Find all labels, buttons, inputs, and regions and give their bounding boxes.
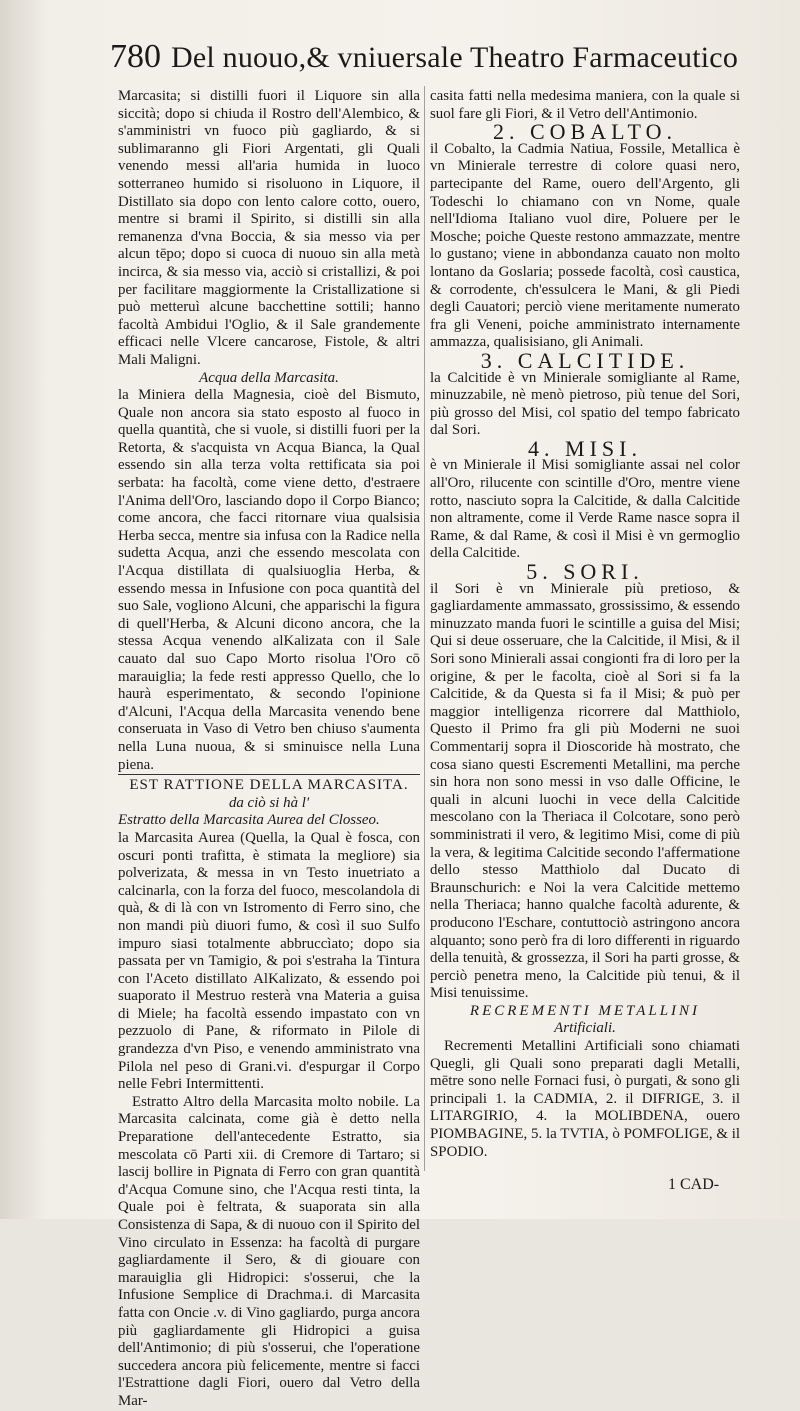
paragraph: la Marcasita Aurea (Quella, la Qual è fosca, con oscuri ponti trafitta, è stimata la megliore) sia polverizata, & messa in vn Testo inuetriato a calcinarla, con la forza del fuoco, mescolandola di quà, & di là con vn Istromento di Ferro sino, che non mandi più diuori fumo, & così il suo Sulfo impuro siasi totalmente abbruccìato; dopo sia passata per vn Tamigio, & poi s'estraha la Tintura con l'Aceto distillato AlKalizato, & essendo poi suaporato il Mestruo resterà vna Materia a guisa di Miele; ha facoltà essendo impastato con vn pezzuolo di Pane, & riformato in Pilole di grandezza d'vn Piso, e venendo amministrato vna Pilola nel peso di Grani.vi. d'espurgar il Corpo nelle Febri Intermittenti. xyxy=(118,829,420,1093)
subtitle: Artificiali. xyxy=(554,1020,616,1037)
column-divider xyxy=(424,86,425,1171)
section-heading: 4. MISI. xyxy=(528,435,642,461)
left-column xyxy=(118,88,420,1409)
page-number: 780 xyxy=(110,38,161,75)
section-heading: 5. SORI. xyxy=(526,559,644,585)
italic-line: Estratto della Marcasita Aurea del Closseo. xyxy=(118,812,380,829)
catchword: 1 CAD- xyxy=(668,1176,720,1193)
page-header xyxy=(110,38,750,80)
right-column xyxy=(430,88,740,1173)
paragraph: Recrementi Metallini Artificiali sono chiamati Quegli, gli Quali sono preparati dagli Metalli, mētre sono nelle Fornaci fusi, ò purgati, & sono gli principali 1. la CADMIA, 2. il DIFRIGE, 3. il LITARGIRIO, 4. la MOLIBDENA, ouero PIOMBAGINE, 5. la TVTIA, ò POMFOLIGE, & il SPODIO. xyxy=(430,1038,740,1160)
paragraph: la Calcitide è vn Minierale somigliante al Rame, minuzzabile, nè menò pietroso, più tenue del Sori, più grosso del Misi, col spatio del tempo fabricato dal Sori. xyxy=(430,369,740,439)
paragraph: Marcasita; si distilli fuori il Liquore sin alla siccità; dopo si chiuda il Rostro dell'Alembico, & s'amministri vn fuoco più gagliardo, & si sublimaranno gli Fiori Argentati, gli Quali venendo messi all'aria humida in luoco sotterraneo humido si risoluono in Liquore, il Distillato sia dopo con lento calore cotto, ouero, mentre si brami il Spirito, si distilli sin alla remanenza d'vna Boccia, & sia messo via per alcun tēpo; dopo si cuoca di nuouo sin alla metà incirca, & sia messo via, acciò si cristallizi, & poi per facilitare maggiormente la Cristallizatione si può metteruì alcune bacchettine sottili; hanno facoltà Ambidui l'Oglio, & il Sale grandemente efficaci nelle Vlcere cancarose, Fistole, & altri Mali Maligni. xyxy=(118,88,420,368)
paragraph: il Sori è vn Minierale più pretioso, & gagliardamente ammassato, grossissimo, & essendo minuzzato manda fuori le scintille a guisa del Misi; Qui si deue osseruare, che la Calcitide, il Misi, & il Sori sono Minierali assai congionti fra di loro per la origine, & per le facolta, cioè al Sori si fa la Calcitide, & da Questa si fa il Misi; & può per maggior intelligenza ricorrere dal Matthiolo, Questo il Primo fra gli più Moderni ne suoi Commentarij sopra il Dioscoride hà mostrato, che cosa siano questi Escrementi Metallini, ma perche sin hora non sono messi in vso dalle Officine, le quali in alcuni luochi in vece della Calcitide mescolano con la Theriaca il Colcotare, sono però somministrati il vero, & legitimo Misi, come di più la vera, & legitima Calcitide secondo l'affermatione dello stesso Matthiolo dal Ducato di Braunschurich: e Noi la vera Calcitide mettemo nella Theriaca; hanno qualche facoltà adurente, & producono l'Eschare, contuttociò astringono ancora alquanto; sono però fra di loro differenti in riguardo della tenuità, & grossezza, il Sori ha parti grosse, & perciò penetra meno, la Calcitide più tenui, & il Misi tenuissime. xyxy=(430,580,740,1002)
paragraph: è vn Minierale il Misi somigliante assai nel color all'Oro, rilucente con scintille d'Oro, mentre viene rotto, nasciuto sopra la Calcitide, & dalla Calcitide non altramente, come il Verde Rame nasce sopra il Rame, & dal Rame, & così il Misi è vn germoglio della Calcitide. xyxy=(430,457,740,562)
subtitle: da ciò si hà l' xyxy=(228,794,310,811)
paragraph: Estratto Altro della Marcasita molto nobile. La Marcasita calcinata, come già è detto nella Preparatione dell'antecedente Estratto, sia mescolata cō Parti xii. di Cremore di Tartaro; si lascij bollire in Pignata di Ferro con gran quantità d'Acqua Comune sino, che l'Acqua resti tinta, la Quale poi è feltrata, & suaporata sin alla Consistenza di Sapa, & di nuouo con il Spirito del Vino circulato in Essenza: ha facoltà di purgare gagliardamente il Sero, & di giouare con marauiglia gli Hidropici: s'osserui, che la Infusione Semplice di Drachma.i. di Marcasita fatta con Oncie .v. di Vino gagliardo, purga ancora più gagliardamente gli Hidropici a guisa dell'Antimonio; di più s'osserui, che l'operatione succedera ancora più felicemente, mentre si facci l'Estrattione dagli Fiori, ouero dal Vetro della Mar- xyxy=(118,1093,420,1409)
subtitle: Acqua della Marcasita. xyxy=(199,369,339,386)
section-heading: EST RATTIONE DELLA MARCASITA. xyxy=(118,774,420,795)
section-heading: 2. COBALTO. xyxy=(493,119,677,145)
paragraph: la Miniera della Magnesia, cioè del Bismuto, Quale non ancora sia stato esposto al fuoco in quella quantità, che si vuole, si distilli fuori per la Retorta, & s'acquista vn Acqua Bianca, la Qual essendo sin alla terza volta rettificata sia poi serbata: ha facoltà, come viene detto, d'estraere l'Anima dell'Oro, lasciando dopo il Corpo Bianco; come ancora, che facci ritornare viua qualsisia Herba secca, mentre sia infusa con la Radice nella sudetta Acqua, anzi che essendo mescolata con l'Acqua distillata di qualsiuoglia Herba, & essendo messa in Infusione con poca quantità del suo Sale, vogliono Alcuni, che apparischi la figura di quell'Herba, & Alcuni dicono ancora, che la stessa Acqua venendo alKalizata con il Sale cauato dal suo Capo Morto risolua l'Oro cō marauiglia; la fede resti appresso Quello, che lo haurà esperimentato, & secondo l'opinione d'Alcuni, l'Acqua della Marcasita venendo bene conseruata in Vaso di Vetro ben chiuso s'aumenta nella Luna nuoua, & si sminuisce nella Luna piena. xyxy=(118,387,420,773)
paragraph: casita fatti nella medesima maniera, con la quale si suol fare gli Fiori, & il Vetro dell'Antimonio. xyxy=(430,88,740,122)
section-heading: RECREMENTI METALLINI xyxy=(469,1002,701,1019)
section-heading: 3. CALCITIDE. xyxy=(480,347,690,373)
running-title: Del nuouo,& vniuersale Theatro Farmaceutico xyxy=(171,41,739,74)
paragraph: il Cobalto, la Cadmia Natiua, Fossile, Metallica è vn Minierale terrestre di colore quasi nero, partecipante del Rame, ouero dell'Argento, gli Todeschi lo chiamano con vn Nome, quale nell'Idioma Italiano vuol dire, Poluere per le Mosche; poiche Queste restono ammazzate, mentre lo gustano; viene in abbondanza cauato non molto lontano da Goslaria; possede facoltà, così caustica, & corrodente, ch'essulcera le Mani, & gli Piedi degli Cauatori; perciò viene meritamente numerato fra gli Veneni, poiche amministrato internamente ammazza, qualisisiano, gli Animali. xyxy=(430,140,740,351)
